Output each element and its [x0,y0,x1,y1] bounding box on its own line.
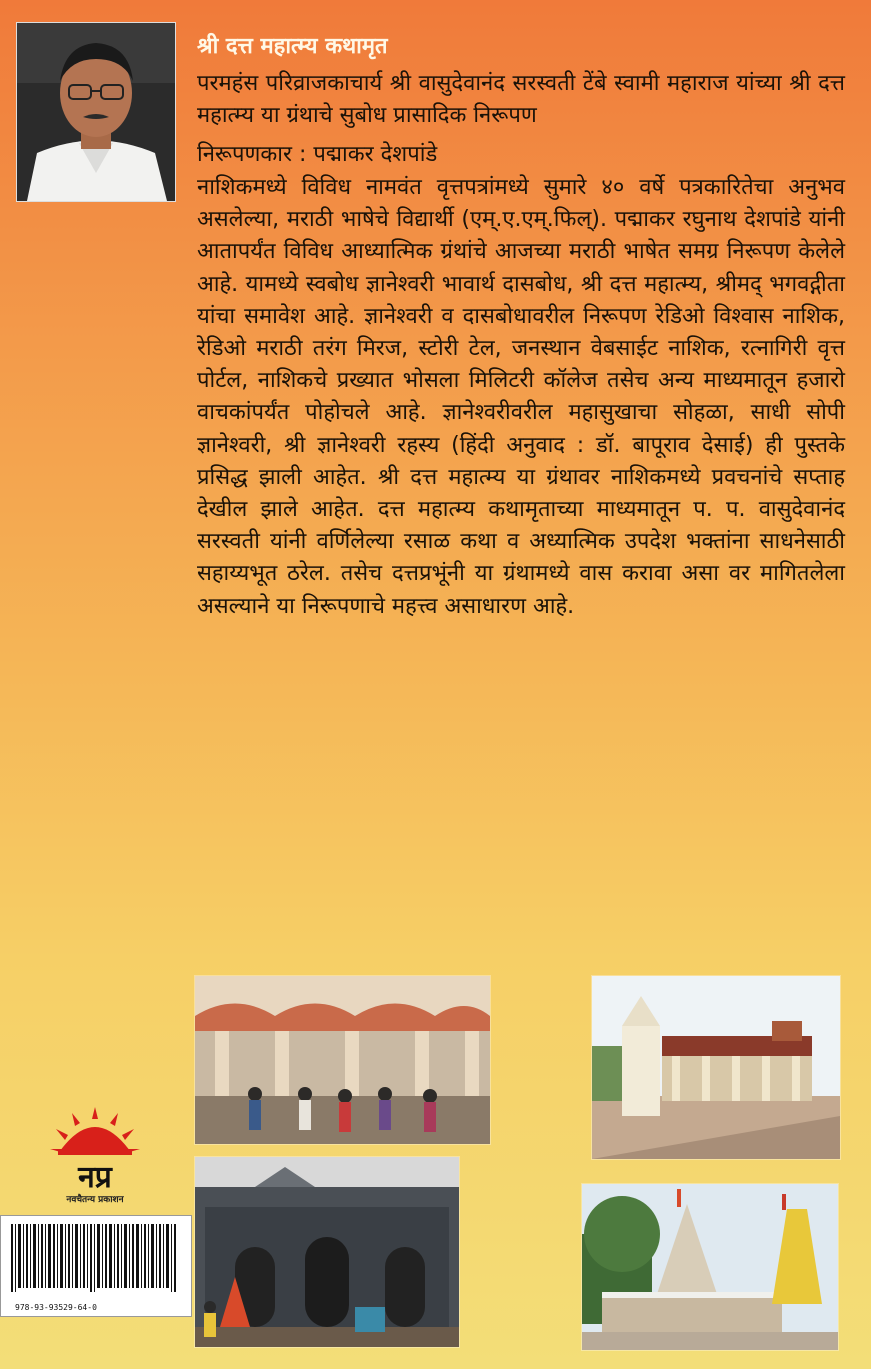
barcode-icon [1,1216,191,1296]
temple-photo-stone [194,1156,460,1348]
book-description: नाशिकमध्ये विविध नामवंत वृत्तपत्रांमध्ये सुमारे ४० वर्षे पत्रकारितेचा अनुभव असलेल्या, मराठी भाषेचे विद्यार्थी (एम्.ए.एम्.फिल्). पद्माकर रघुनाथ देशपांडे यांनी आतापर्यंत विविध आध्यात्मिक ग्रंथांचे आजच्या मराठी भाषेत समग्र निरूपण केलेले आहे. यामध्ये स्वबोध ज्ञानेश्वरी भावार्थ दासबोध, श्री दत्त महात्म्य, श्रीमद् भगवद्गीता यांचा समावेश आहे. ज्ञानेश्वरी व दासबोधावरील निरूपण रेडिओ विश्वास नाशिक, रेडिओ मराठी तरंग मिरज, स्टोरी टेल, जनस्थान वेबसाईट नाशिक, रत्नागिरी वृत्त पोर्टल, नाशिकचे प्रख्यात भोसला मिलिटरी कॉलेज तसेच अन्य माध्यमातून हजारो वाचकांपर्यंत पोहोचले आहे. ज्ञानेश्वरीवरील महासुखाचा सोहळा, साधी सोपी ज्ञानेश्वरी, श्री ज्ञानेश्वरी रहस्य (हिंदी अनुवाद : डॉ. बापूराव देसाई) ही पुस्तके प्रसिद्ध झाली आहेत. श्री दत्त महात्म्य या ग्रंथावर नाशिकमध्ये प्रवचनांचे सप्ताह देखील झाले आहेत. दत्त महात्म्य कथामृताच्या माध्यमातून प. प. वासुदेवानंद सरस्वती यांनी वर्णिलेल्या रसाळ कथा व अध्यात्मिक उपदेश भक्तांना साधनेसाठी सहाय्यभूत ठरेल. तसेच दत्तप्रभूंनी या ग्रंथामध्ये वास करावा असा वर मागितलेला असल्याने या निरूपणाचे महत्त्व असाधारण आहे. [197,175,845,619]
sun-logo-icon [50,1105,140,1193]
publisher-logo-text: नप्र [78,1160,112,1193]
back-cover-text [197,30,845,623]
temple-photo-courtyard [194,975,491,1145]
author-portrait [17,23,175,201]
barcode [0,1215,192,1317]
author-line: निरूपणकार : पद्माकर देशपांडे [197,142,438,167]
publisher-name: नवचैतन्य प्रकाशन [66,1195,124,1205]
isbn-number: 978-93-93529-64-0 [15,1303,97,1312]
author-photo [16,22,176,202]
book-title: श्री दत्त महात्म्य कथामृत [197,34,388,59]
temple-photo-white-tower [591,975,841,1160]
publisher-logo [50,1105,140,1205]
temple-photo-gopuram [581,1183,839,1351]
book-subtitle: परमहंस परिव्राजकाचार्य श्री वासुदेवानंद सरस्वती टेंबे स्वामी महाराज यांच्या श्री दत्त महात्म्य या ग्रंथाचे सुबोध प्रासादिक निरूपण [197,71,845,128]
